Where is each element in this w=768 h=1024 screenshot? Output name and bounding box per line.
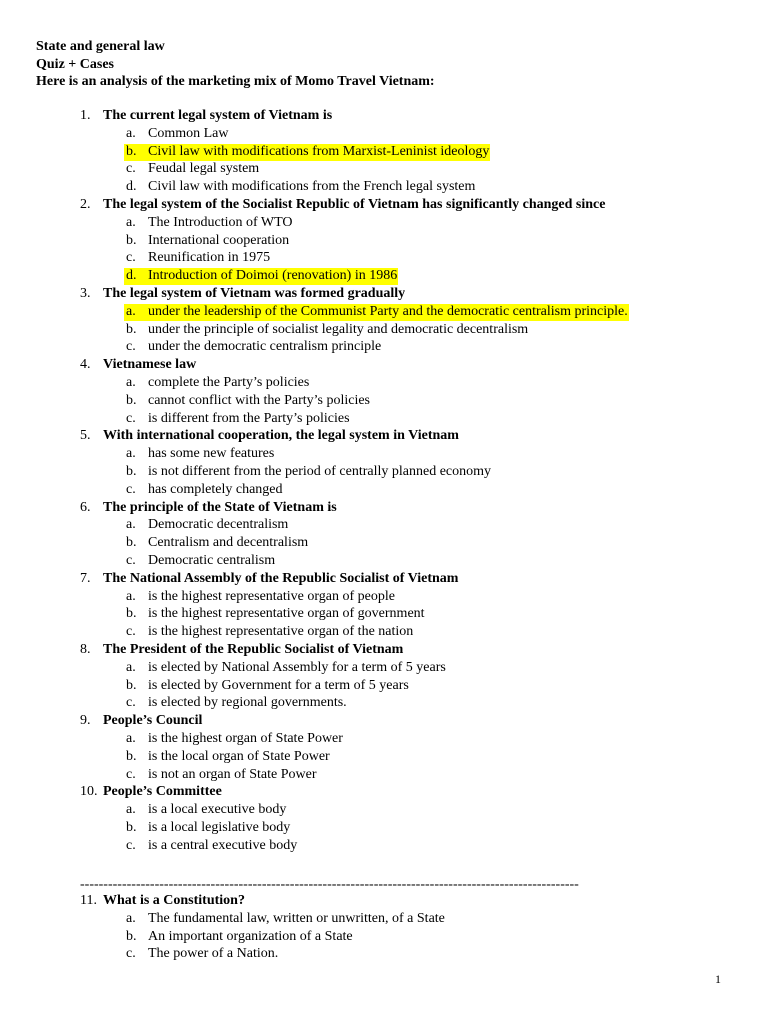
option-text: is different from the Party’s policies [148,410,350,426]
option-text: is not different from the period of centrally planned economy [148,464,492,479]
option-text: has completely changed [148,481,283,497]
option-text: Feudal legal system [148,161,260,177]
option-letter: b. [126,606,137,622]
option-text: complete the Party’s policies [148,375,310,390]
option-letter: d. [126,179,137,195]
option-letter: b. [126,232,137,248]
option-letter: b. [126,321,137,337]
question-number: 1. [80,108,91,123]
option-text: under the principle of socialist legality and democratic decentralism [148,321,529,337]
section-divider: ----------------------------------------------------------------------------------------------------------- [80,877,579,892]
option-letter: b. [126,143,137,159]
question-number: 2. [80,197,91,212]
option-letter: a. [126,375,136,390]
option-text: Democratic decentralism [148,517,289,533]
option-text: is elected by National Assembly for a term of 5 years [148,659,446,675]
option-letter: a. [126,588,136,604]
question-text: What is a Constitution? [103,893,245,908]
question-text: The legal system of Vietnam was formed gradually [103,286,406,301]
option-text: is a local legislative body [148,820,291,835]
option-letter: c. [126,250,136,266]
option-letter: c. [126,339,136,355]
option-text: under the leadership of the Communist Party and the democratic centralism principle. [148,303,628,319]
question-text: The principle of the State of Vietnam is [103,499,337,515]
option-text: Centralism and decentralism [148,535,309,551]
question-number: 3. [80,286,91,301]
question-number: 7. [80,570,91,586]
option-text: The power of a Nation. [148,946,279,962]
option-letter: c. [126,410,136,426]
page-number: 1 [715,972,721,986]
question-number: 4. [80,357,91,373]
option-text: is the highest representative organ of the nation [148,624,414,640]
question-text: Vietnamese law [103,357,197,373]
option-text: is elected by Government for a term of 5 years [148,677,409,693]
option-text: is a local executive body [148,802,287,818]
option-letter: a. [126,517,136,533]
question-number: 9. [80,713,91,729]
option-text: Reunification in 1975 [148,250,271,266]
option-letter: c. [126,695,136,711]
question-text: People’s Committee [103,784,222,800]
question-text: The legal system of the Socialist Republic of Vietnam has significantly changed since [103,197,606,212]
question-text: With international cooperation, the legal system in Vietnam [103,428,459,444]
option-letter: b. [126,820,137,835]
question-text: People’s Council [103,713,203,729]
option-letter: b. [126,464,137,479]
option-letter: d. [126,268,137,284]
option-letter: c. [126,553,136,568]
option-text: is the highest representative organ of people [148,588,395,604]
option-letter: a. [126,659,136,675]
option-text: under the democratic centralism principle [148,339,382,355]
option-text: Civil law with modifications from Marxist-Leninist ideology [148,143,490,159]
option-letter: b. [126,535,137,551]
option-text: Democratic centralism [148,553,276,568]
option-text: is the highest organ of State Power [148,731,343,746]
question-text: The President of the Republic Socialist of Vietnam [103,642,404,657]
option-text: is a central executive body [148,837,298,853]
option-letter: a. [126,802,136,818]
option-letter: b. [126,392,137,408]
option-text: An important organization of a State [148,928,353,944]
option-text: Common Law [148,125,229,141]
option-text: The fundamental law, written or unwritten, of a State [148,910,445,926]
option-text: cannot conflict with the Party’s policies [148,392,371,408]
header-intro: Here is an analysis of the marketing mix of Momo Travel Vietnam: [36,74,435,90]
header-subtitle: Quiz + Cases [36,56,114,72]
option-letter: a. [126,731,136,746]
option-letter: b. [126,677,137,693]
question-number: 5. [80,428,91,444]
option-letter: a. [126,303,136,319]
option-letter: b. [126,748,137,764]
option-text: is not an organ of State Power [148,766,317,782]
option-text: Civil law with modifications from the French legal system [148,179,476,195]
option-letter: c. [126,946,136,962]
option-text: The Introduction of WTO [148,214,293,230]
option-letter: c. [126,161,136,177]
option-letter: c. [126,624,136,640]
question-number: 10. [80,784,98,800]
option-text: International cooperation [148,232,290,248]
option-letter: b. [126,928,137,944]
question-text: The current legal system of Vietnam is [103,108,333,123]
option-letter: c. [126,481,136,497]
option-text: has some new features [148,446,275,462]
option-letter: a. [126,125,136,141]
option-letter: c. [126,837,136,853]
option-text: is the highest representative organ of government [148,606,425,622]
option-letter: a. [126,214,136,230]
header-title: State and general law [36,39,165,54]
option-letter: a. [126,446,136,462]
question-number: 6. [80,499,91,515]
document-header [36,38,435,91]
question-number: 11. [80,893,97,908]
option-text: is elected by regional governments. [148,695,347,711]
question-text: The National Assembly of the Republic Socialist of Vietnam [103,570,459,586]
option-text: Introduction of Doimoi (renovation) in 1986 [148,268,398,284]
option-letter: c. [126,766,136,782]
option-letter: a. [126,910,136,926]
question-number: 8. [80,642,91,657]
option-text: is the local organ of State Power [148,748,330,764]
